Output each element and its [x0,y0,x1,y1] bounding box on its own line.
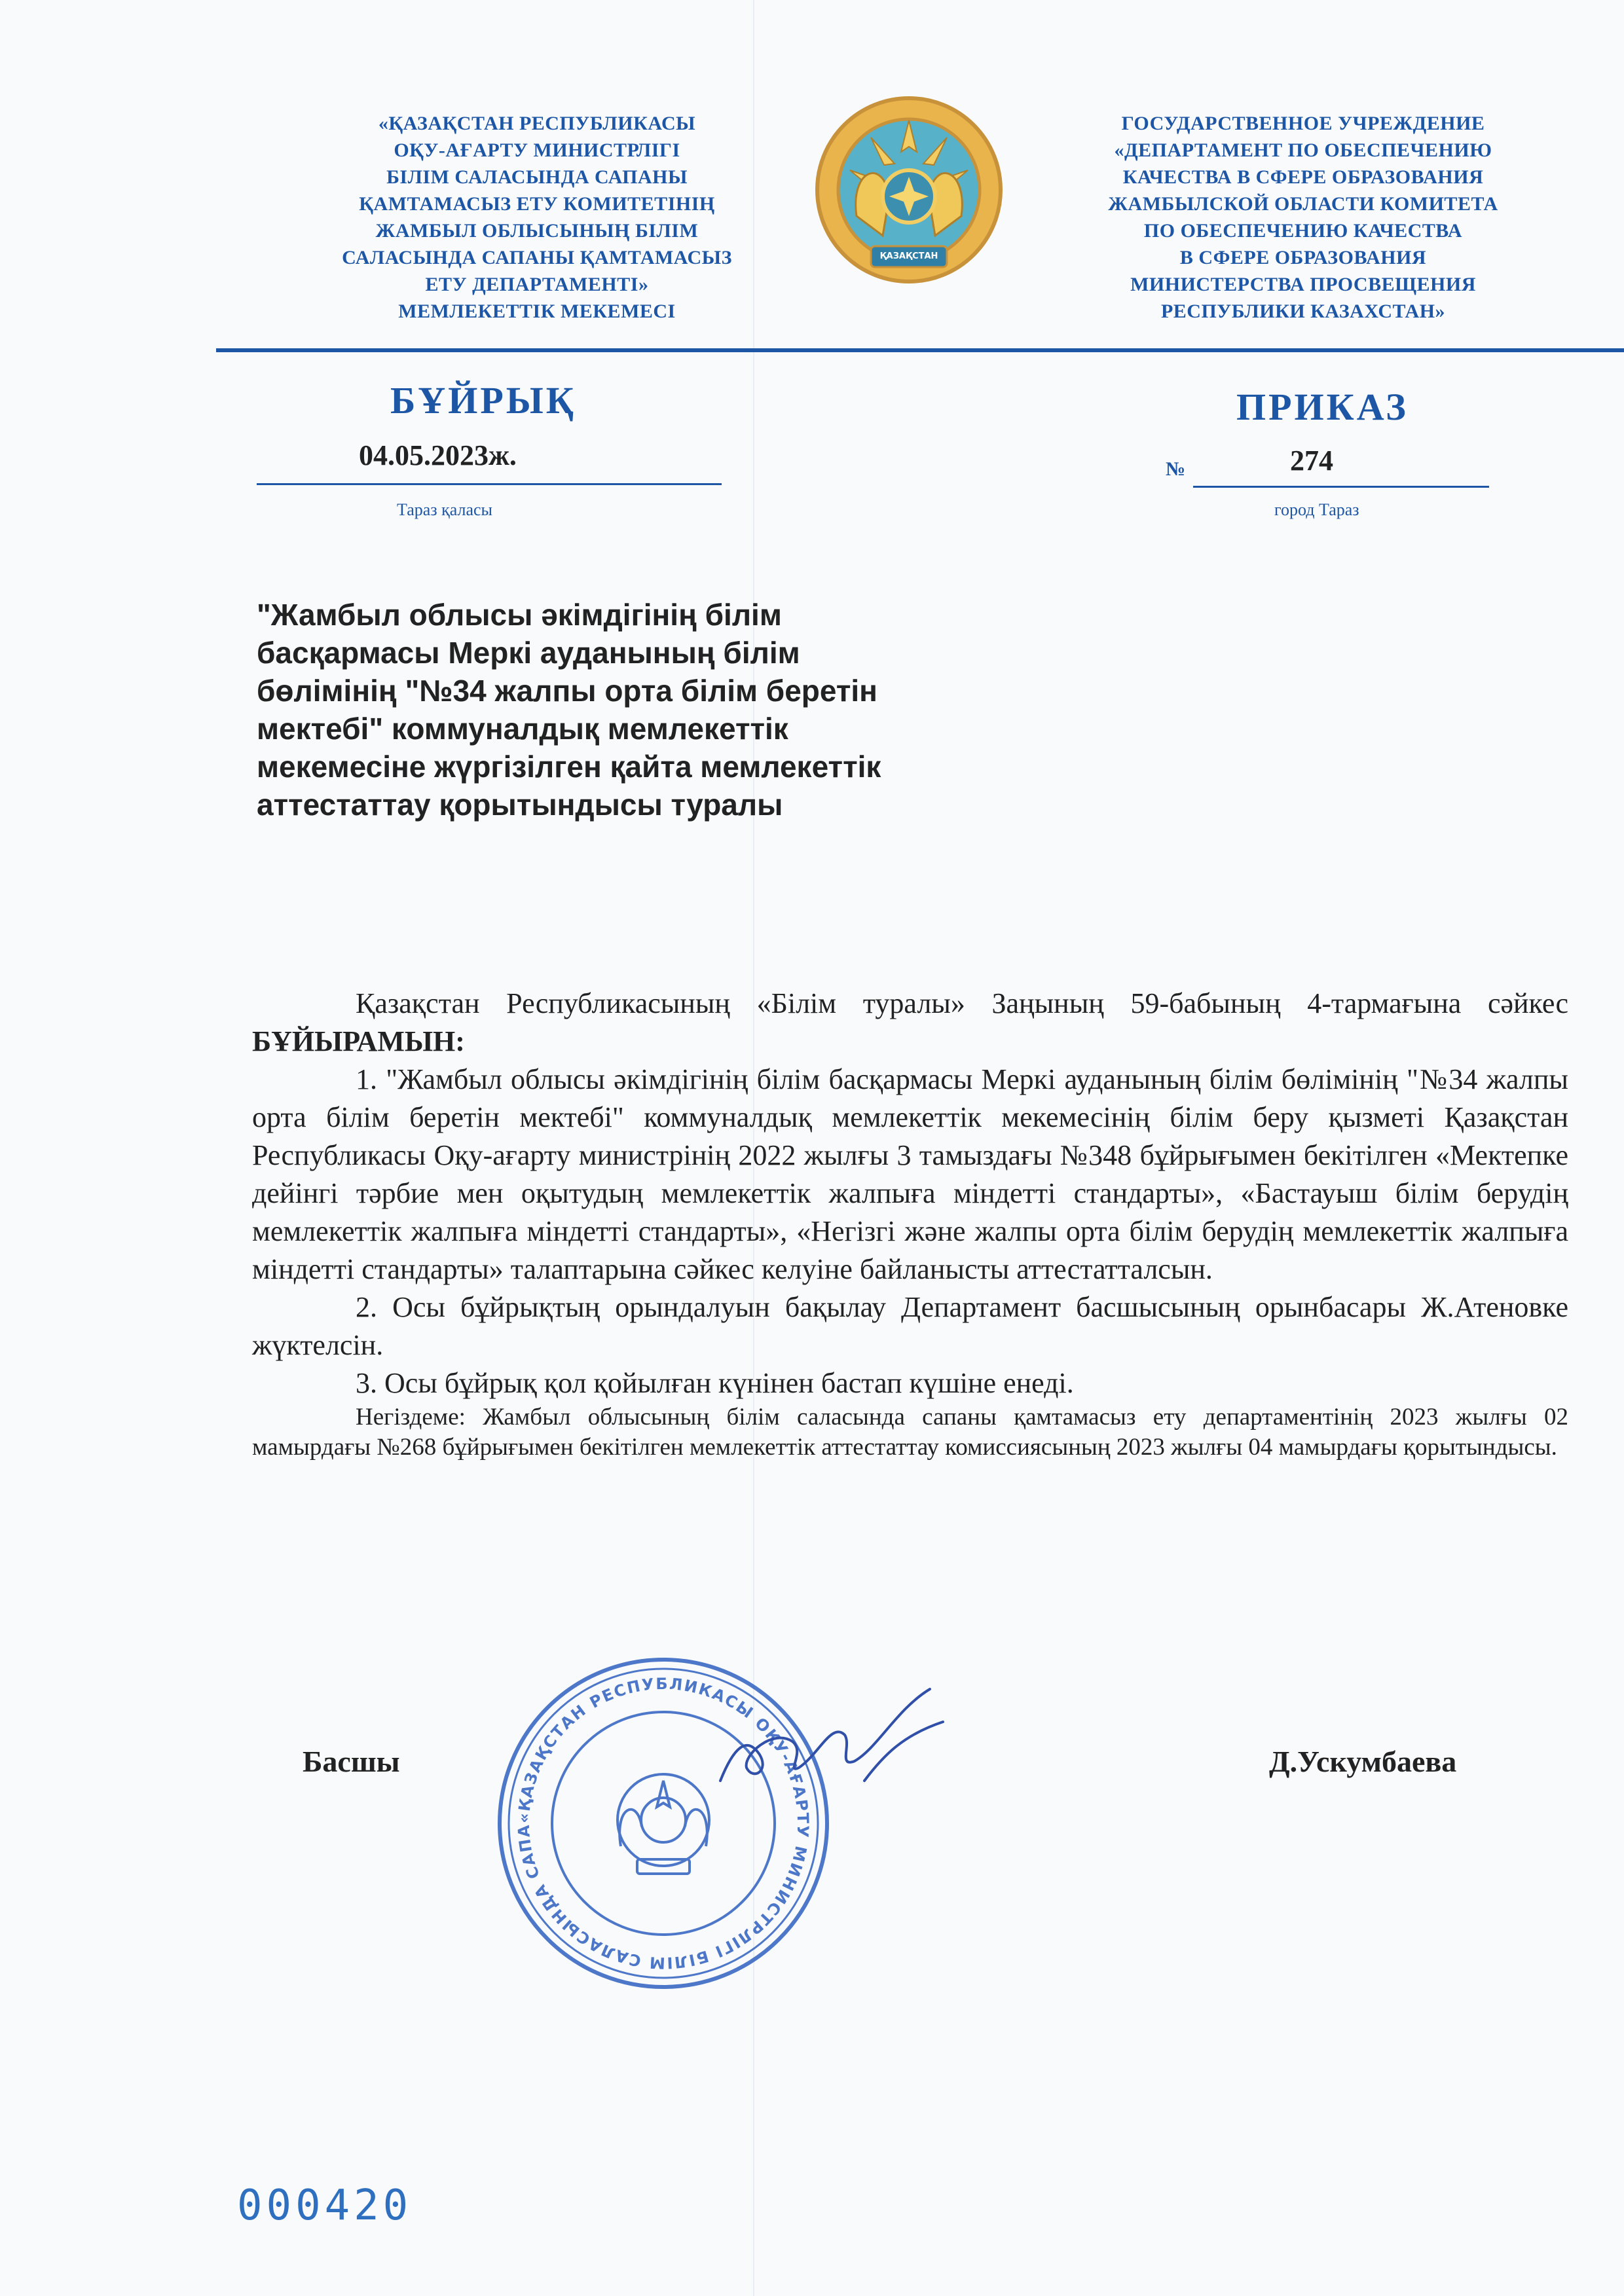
order-title-kz: БҰЙРЫҚ [390,379,576,422]
intro-text: Қазақстан Республикасының «Білім туралы» Заңының 59-бабының 4-тармағына сәйкес [356,987,1568,1019]
order-subject: "Жамбыл облысы әкімдігінің білім басқармасы Меркі ауданының білім бөлімінің "№34 жалпы орта білім беретін мектебі" коммуналдық мемлекеттік мекемесіне жүргізілген қайта мемлекеттік аттестаттау қорытындысы туралы [257,598,881,822]
right-org-header: ГОСУДАРСТВЕННОЕ УЧРЕЖДЕНИЕ «ДЕПАРТАМЕНТ ПО ОБЕСПЕЧЕНИЮ КАЧЕСТВА В СФЕРЕ ОБРАЗОВАНИЯ ЖАМБЫЛСКОЙ ОБЛАСТИ КОМИТЕТА ПО ОБЕСПЕЧЕНИЮ КАЧЕСТВА В СФЕРЕ ОБРАЗОВАНИЯ МИНИСТЕРСТВА ПРОСВЕЩЕНИЯ РЕСПУБЛИКИ КАЗАХСТАН» [1108,113,1498,322]
order-body [252,985,1568,1463]
paragraph-3: 3. Осы бұйрық қол қойылған күнінен бастап күшіне енеді. [356,1367,1074,1399]
paragraph-2: 2. Осы бұйрықтың орындалуын бақылау Департамент басшысының орынбасары Ж.Атеновке жүктелсін. [252,1291,1568,1361]
handwritten-signature [707,1683,956,1813]
order-title-ru: ПРИКАЗ [1236,386,1409,428]
order-date: 04.05.2023ж. [359,439,517,471]
intro-paragraph [252,985,1568,1061]
state-emblem [811,92,1007,295]
signer-position: Басшы [303,1745,400,1778]
header-rule [216,348,1624,352]
basis-paragraph: Негіздеме: Жамбыл облысының білім саласында сапаны қамтамасыз ету департаментінің 2023 жылғы 02 мамырдағы №268 бұйрығымен бекітілген мемлекеттік аттестаттау комиссиясының 2023 жылғы 04 мамырдағы қорытындысы. [252,1404,1568,1461]
intro-bold: БҰЙЫРАМЫН: [252,1025,465,1057]
serial-number: 000420 [237,2181,413,2230]
order-number: 274 [1290,445,1333,477]
left-org-header: «ҚАЗАҚСТАН РЕСПУБЛИКАСЫ ОҚУ-АҒАРТУ МИНИСТРЛІГІ БІЛІМ САЛАСЫНДА САПАНЫ ҚАМТАМАСЫЗ ЕТУ КОМИТЕТІНІҢ ЖАМБЫЛ ОБЛЫСЫНЫҢ БІЛІМ САЛАСЫНДА САПАНЫ ҚАМТАМАСЫЗ ЕТУ ДЕПАРТАМЕНТІ» МЕМЛЕКЕТТІК МЕКЕМЕСІ [342,113,732,322]
signer-name: Д.Ускумбаева [1269,1745,1457,1778]
city-kz: Тараз қаласы [397,500,493,519]
city-ru: город Тараз [1274,500,1359,519]
number-label: № [1166,458,1186,480]
stamp-ring-text: «ҚАЗАҚСТАН РЕСПУБЛИКАСЫ ОҚУ-АҒАРТУ МИНИСТРЛІГІ БІЛІМ САЛАСЫНДА САПА [514,1674,813,1973]
paragraph-1: 1. "Жамбыл облысы әкімдігінің білім басқармасы Меркі ауданының білім бөлімінің "№34 жалпы орта білім беретін мектебі" коммуналдық мемлекеттік мекемесінің білім беру қызметі Қазақстан Республикасы Оқу-ағарту министрінің 2022 жылғы 3 тамыздағы №348 бұйрығымен бекітілген «Мектепке дейінгі тәрбие мен оқытудың мемлекеттік жалпыға міндетті стандарты», «Бастауыш білім берудің мемлекеттік жалпыға міндетті стандарты», «Негізгі және жалпы орта білім берудің мемлекеттік жалпыға міндетті стандарты» талаптарына сәйкес келуіне байланысты аттестатталсын. [252,1063,1568,1285]
date-underline [257,483,722,485]
number-underline [1193,486,1489,488]
emblem-label: ҚАЗАҚСТАН [879,251,938,261]
